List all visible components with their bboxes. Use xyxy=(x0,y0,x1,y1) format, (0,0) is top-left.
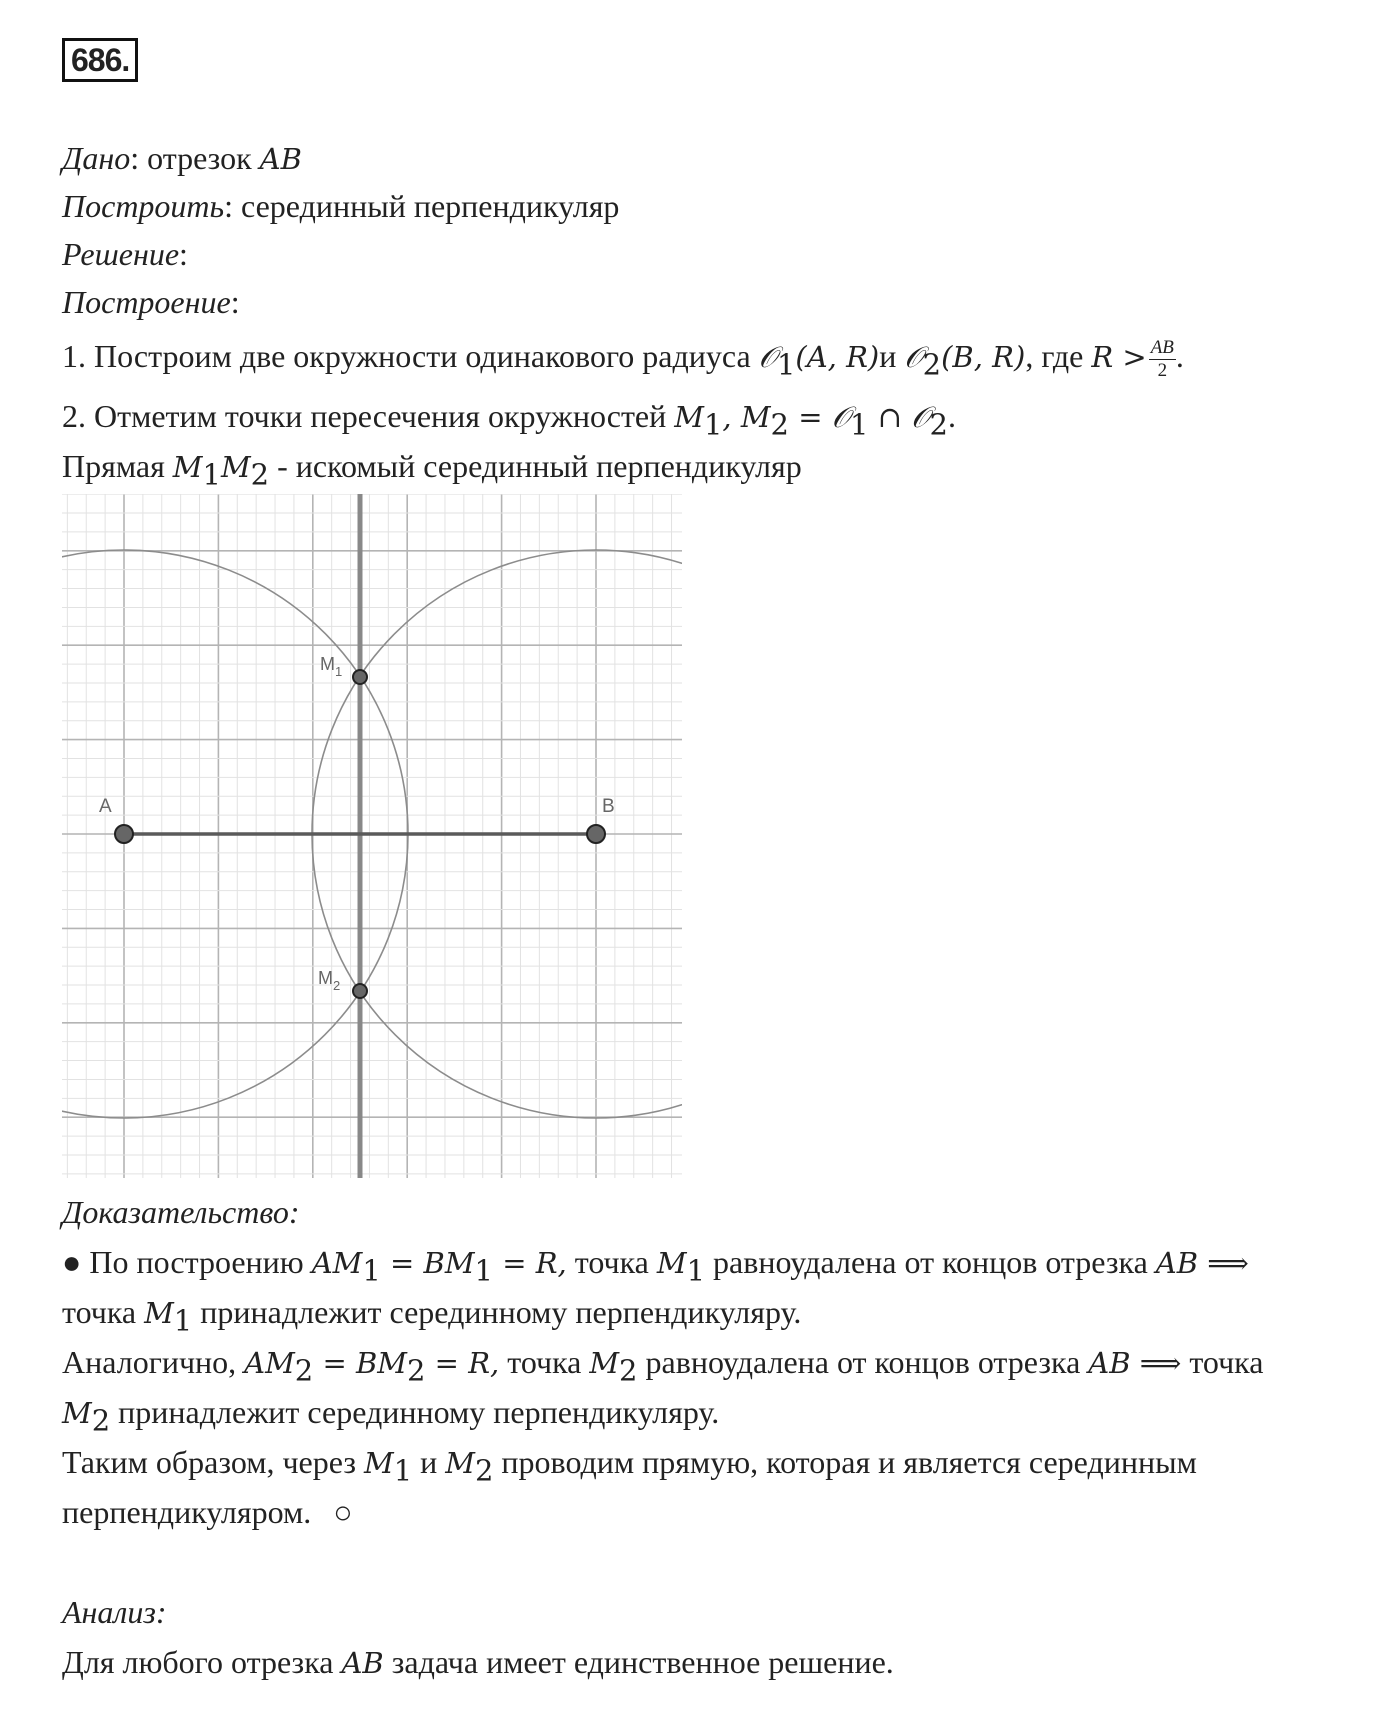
given-label: Дано xyxy=(62,140,131,176)
circle1-index: 1 xyxy=(776,347,796,382)
label-m1-index: 1 xyxy=(335,664,343,679)
proof-heading: Доказательство: xyxy=(62,1194,300,1230)
step1-where: , где xyxy=(1025,338,1092,374)
o2-index: 2 xyxy=(929,407,948,442)
proof-p1-arrow: ⟹ xyxy=(1198,1246,1249,1280)
proof-p1b xyxy=(62,1292,802,1338)
step2-text: 2. Отметим точки пересечения окружностей xyxy=(62,398,675,434)
solution-colon: : xyxy=(179,236,188,272)
analysis-heading: Анализ: xyxy=(62,1594,167,1630)
equals-sign: = xyxy=(789,400,832,434)
half-ab-fraction xyxy=(1149,337,1176,382)
proof-p2-bm-index: 2 xyxy=(407,1353,426,1388)
result-text-a: Прямая xyxy=(62,448,173,484)
o2-symbol: 𝒪 xyxy=(911,400,930,434)
proof-p1b-m: M xyxy=(144,1296,174,1330)
given-line xyxy=(62,138,302,179)
solution-label: Решение xyxy=(62,236,180,272)
construction-line xyxy=(62,282,240,322)
construction-figure xyxy=(62,494,682,1178)
problem-number: 686. xyxy=(62,38,138,82)
label-m2-letter: M xyxy=(318,968,333,988)
proof-p2-text-c: равноудалена от концов отрезка xyxy=(637,1344,1089,1380)
proof-p1-m: M xyxy=(656,1246,687,1280)
proof-p2-r: = R, xyxy=(425,1346,500,1380)
proof-p1b-text-a: точка xyxy=(62,1294,145,1330)
label-a: A xyxy=(99,796,112,817)
proof-p2b-m: M xyxy=(62,1396,92,1430)
circle1-args: (A, R) xyxy=(795,340,880,374)
construction-colon: : xyxy=(230,284,240,320)
step1-line xyxy=(62,336,1184,382)
proof-p2-m: M xyxy=(589,1346,620,1380)
proof-p2-am: AM xyxy=(244,1346,295,1380)
proof-p1-text-a: точка xyxy=(566,1244,657,1280)
proof-p2b xyxy=(62,1392,720,1438)
point-b xyxy=(587,825,605,843)
step2-line xyxy=(62,396,956,442)
proof-p3b-text: перпендикуляром. xyxy=(62,1494,312,1530)
label-m2-index: 2 xyxy=(333,978,341,993)
proof-p1-ab: AB xyxy=(1155,1246,1199,1280)
proof-p1-text-b: равноудалена от концов отрезка xyxy=(705,1244,1156,1280)
radius-inequality: R > xyxy=(1091,340,1147,374)
proof-p1b-m-index: 1 xyxy=(173,1303,193,1338)
construction-label: Построение xyxy=(62,284,231,320)
m2-index: 2 xyxy=(770,407,789,442)
intersection-sign: ∩ xyxy=(868,400,912,434)
proof-p3-m1: M xyxy=(363,1446,394,1480)
proof-p3-m2-index: 2 xyxy=(474,1453,494,1488)
proof-p1-r: = R, xyxy=(492,1246,567,1280)
o1-symbol: 𝒪 xyxy=(831,400,851,434)
proof-p1-bm: = BM xyxy=(380,1246,475,1280)
proof-p2-ab: AB xyxy=(1088,1346,1131,1380)
given-text: : отрезок xyxy=(130,140,260,176)
result-m2-index: 2 xyxy=(250,457,270,492)
construct-label: Построить xyxy=(62,188,225,224)
proof-p1-bm-index: 1 xyxy=(474,1253,493,1288)
result-line xyxy=(62,446,802,492)
label-m1-letter: M xyxy=(320,654,335,674)
circle2-symbol: 𝒪 xyxy=(904,340,923,374)
step1-and: и xyxy=(879,338,905,374)
m1-symbol: M xyxy=(674,400,704,434)
proof-p3-text-b: проводим прямую, которая и является серединным xyxy=(493,1444,1197,1480)
proof-p1b-text-b: принадлежит серединному перпендикуляру. xyxy=(192,1294,802,1330)
proof-p2b-text-a: принадлежит серединному перпендикуляру. xyxy=(110,1394,720,1430)
construct-text: : серединный перпендикуляр xyxy=(224,188,620,224)
o1-index: 1 xyxy=(850,407,869,442)
analysis-ab: AB xyxy=(341,1646,384,1680)
step1-text: 1. Построим две окружности одинакового радиуса xyxy=(62,338,759,374)
construct-line xyxy=(62,186,619,226)
analysis-text-b: задача имеет единственное решение. xyxy=(383,1644,894,1680)
proof-p1-am-index: 1 xyxy=(362,1253,381,1288)
point-m1 xyxy=(353,670,367,684)
result-m1-index: 1 xyxy=(202,457,221,492)
proof-p3 xyxy=(62,1442,1197,1488)
proof-p1-m-index: 1 xyxy=(686,1253,706,1288)
result-m1: M xyxy=(172,450,203,484)
step2-end: . xyxy=(947,398,956,434)
given-math: AB xyxy=(259,142,302,176)
m1-index: 1 xyxy=(703,407,723,442)
proof-p2-bm: = BM xyxy=(313,1346,407,1380)
proof-p1-bullet: ● По построению xyxy=(62,1244,312,1280)
circle2-index: 2 xyxy=(922,347,942,382)
proof-p3-m2: M xyxy=(445,1446,475,1480)
proof-p3-and: и xyxy=(412,1444,446,1480)
analysis-text-a: Для любого отрезка xyxy=(62,1644,342,1680)
proof-p2-m-index: 2 xyxy=(619,1353,638,1388)
proof-p3b xyxy=(62,1492,353,1532)
solution-line xyxy=(62,234,188,274)
proof-p2-text-d: точка xyxy=(1181,1344,1264,1380)
result-m2: M xyxy=(220,450,251,484)
analysis-line xyxy=(62,1642,894,1683)
proof-p2-am-index: 2 xyxy=(294,1353,314,1388)
proof-p2-text-a: Аналогично, xyxy=(62,1344,245,1380)
label-m2 xyxy=(318,968,340,993)
fraction-denominator: 2 xyxy=(1157,360,1168,382)
m2-symbol: M xyxy=(740,400,771,434)
proof-p3-text-a: Таким образом, через xyxy=(62,1444,364,1480)
step2-comma: , xyxy=(722,400,741,434)
proof-p1-am: AM xyxy=(311,1246,363,1280)
result-text-b: - искомый серединный перпендикуляр xyxy=(269,448,802,484)
proof-p2-text-b: точка xyxy=(499,1344,590,1380)
step1-end: . xyxy=(1175,338,1184,374)
proof-p3-m1-index: 1 xyxy=(393,1453,413,1488)
proof-p1 xyxy=(62,1242,1249,1288)
proof-end-mark: ○ xyxy=(333,1494,353,1530)
circle2-args: (B, R) xyxy=(941,340,1026,374)
point-m2 xyxy=(353,984,367,998)
circle1-symbol: 𝒪 xyxy=(758,340,777,374)
label-m1 xyxy=(320,654,342,679)
fraction-numerator: AB xyxy=(1150,337,1174,359)
label-b: B xyxy=(602,796,615,817)
proof-p2-arrow: ⟹ xyxy=(1130,1346,1182,1380)
proof-p2b-m-index: 2 xyxy=(91,1403,111,1438)
point-a xyxy=(115,825,133,843)
proof-p2 xyxy=(62,1342,1264,1388)
